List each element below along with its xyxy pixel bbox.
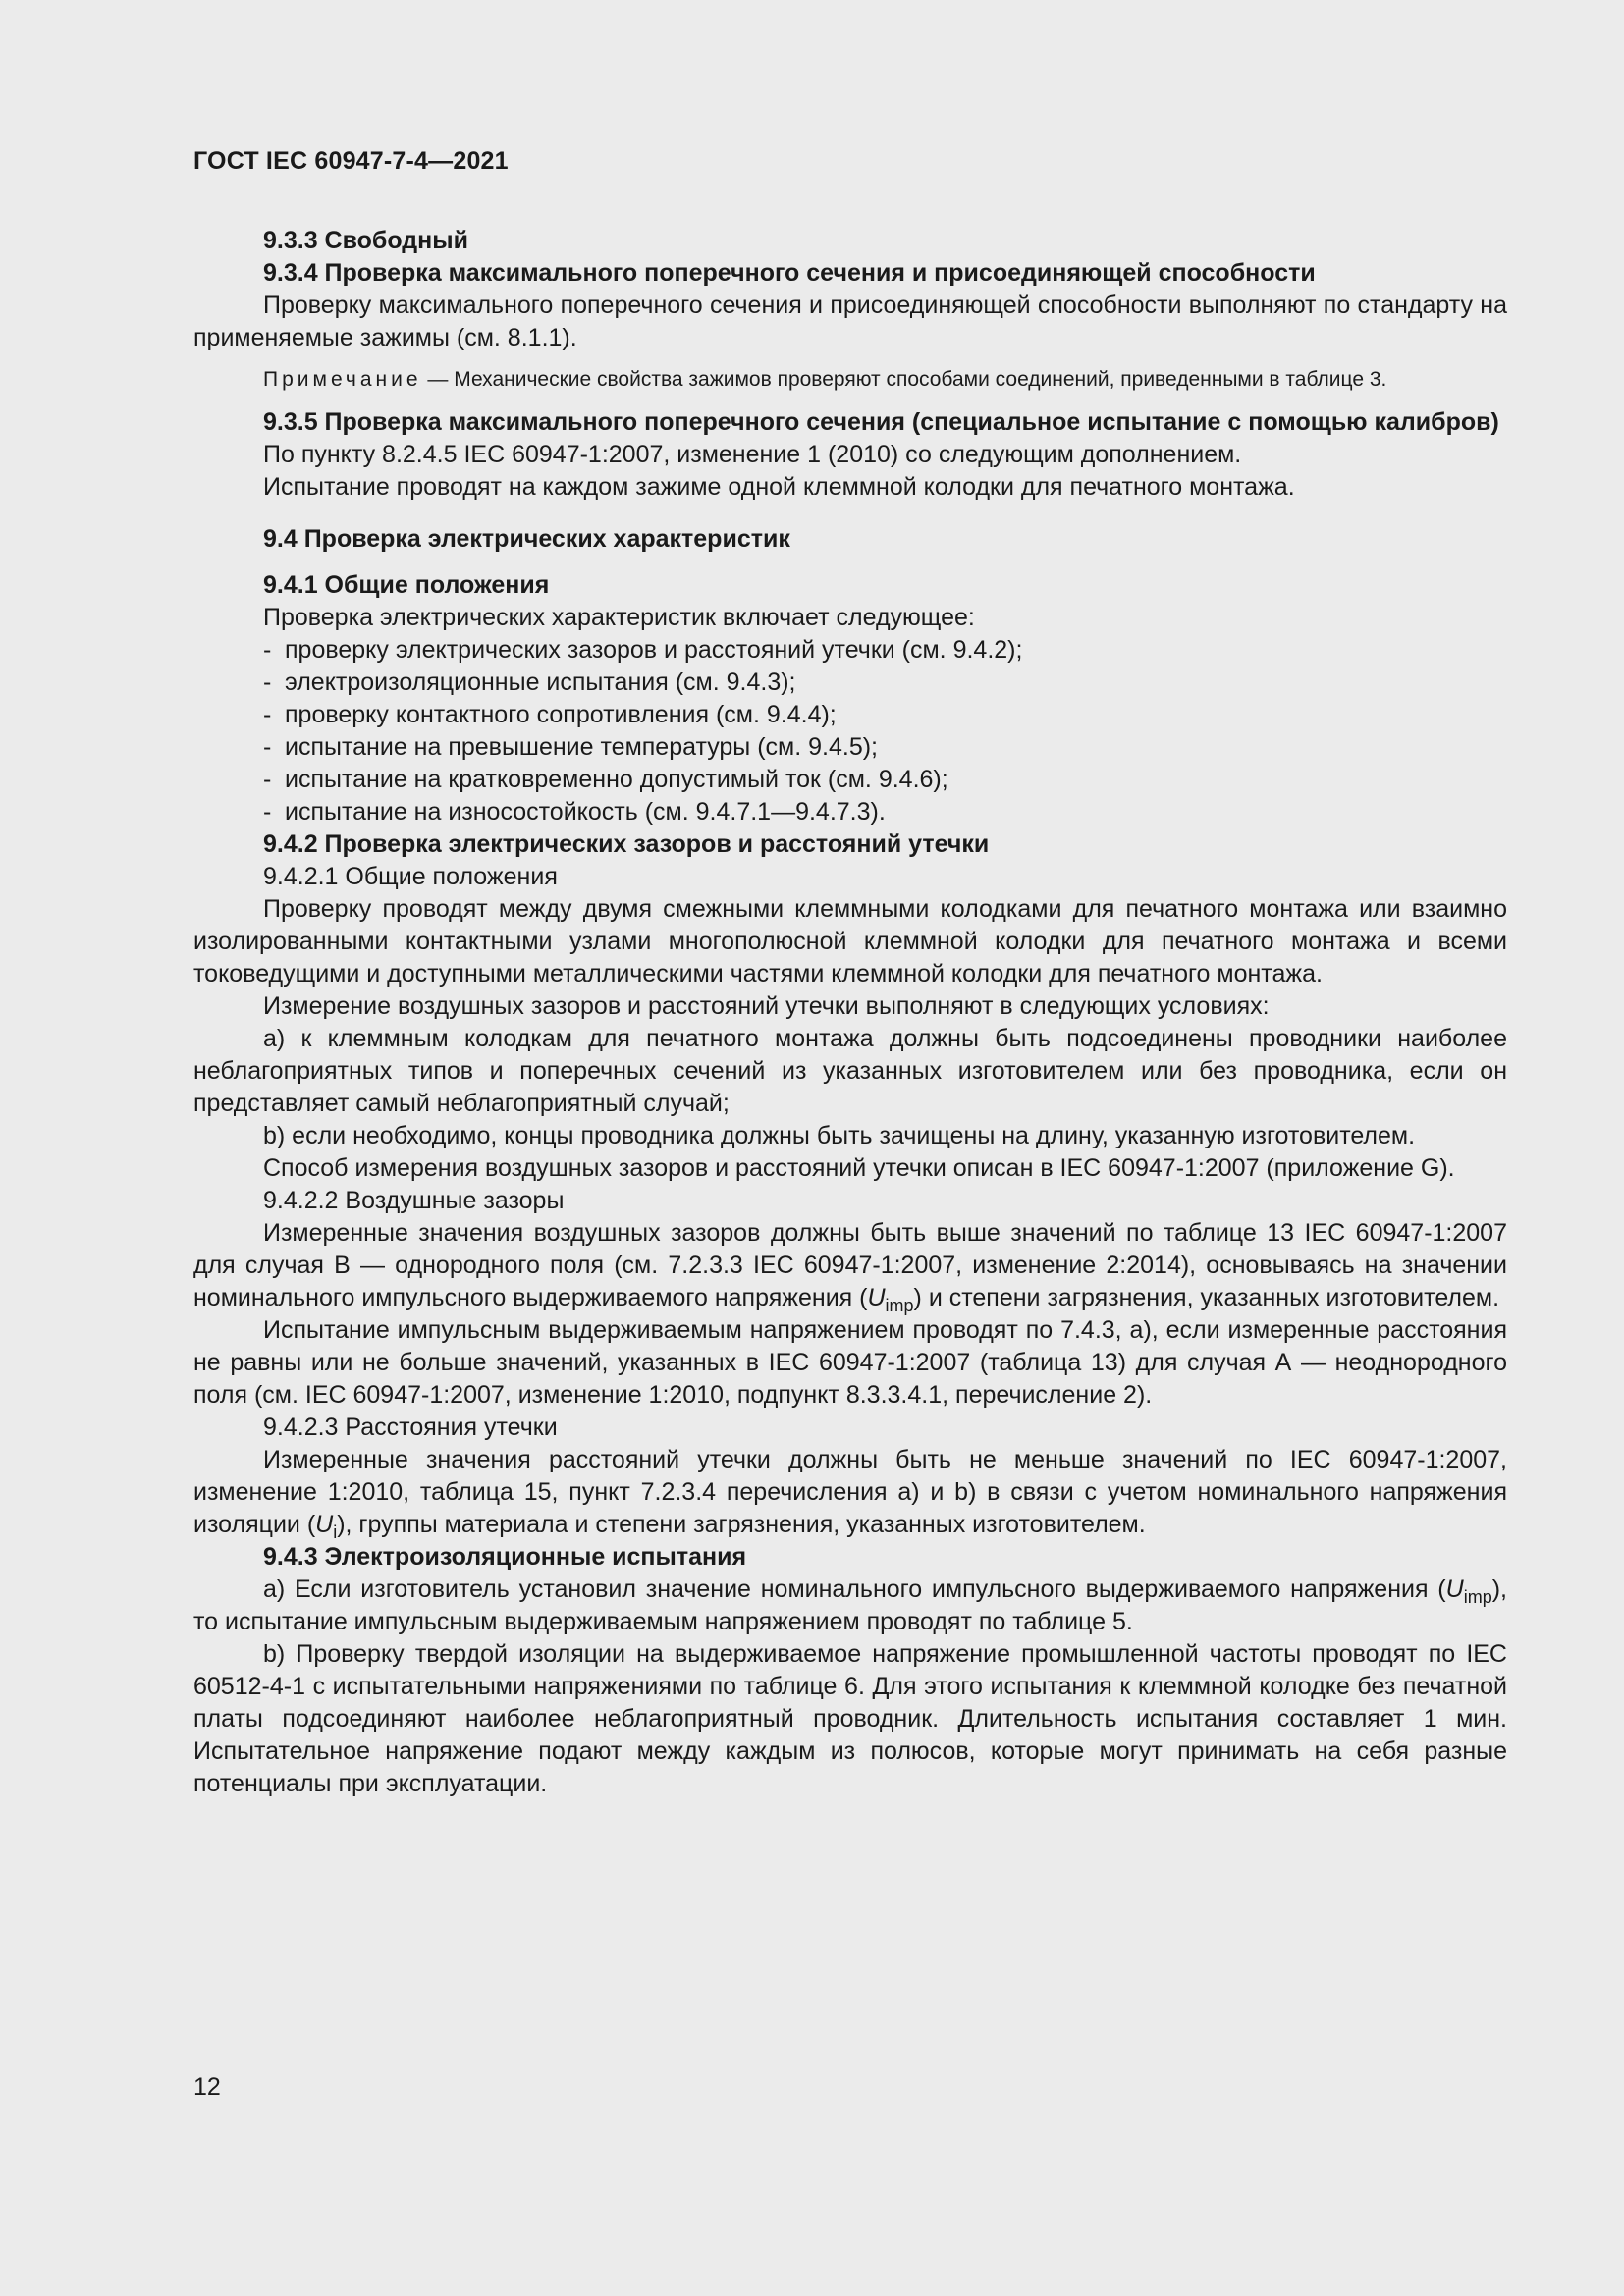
paragraph: b) Проверку твердой изоляции на выдерживаемое напряжение промышленной частоты проводят по IEC 60512-4-1 с испытательными напряжениями по таблице 6. Для этого испытания к клеммной колодке без печатной платы подсоединяют наиболее неблагоприятный проводник. Длительность испытания составляет 1 мин. Испытательное напряжение подают между каждым из полюсов, которые могут принимать на себя разные потенциалы при эксплуатации. <box>193 1640 1507 1797</box>
list-item: - проверку электрических зазоров и расстояний утечки (см. 9.4.2); <box>263 636 1023 664</box>
paragraph: a) к клеммным колодкам для печатного монтажа должны быть подсоединены проводники наиболее неблагоприятных типов и поперечных сечений из указанных изготовителем или без проводника, если он представляет самый неблагоприятный случай; <box>193 1025 1507 1117</box>
note-text: — Механические свойства зажимов проверяют способами соединений, приведенными в таблице 3. <box>421 368 1387 391</box>
list-item-text: испытание на износостойкость (см. 9.4.7.1—9.4.7.3). <box>285 798 886 826</box>
paragraph: Способ измерения воздушных зазоров и расстояний утечки описан в IEC 60947-1:2007 (приложение G). <box>263 1154 1455 1182</box>
heading-9-3-4: 9.3.4 Проверка максимального поперечного сечения и присоединяющей способности <box>263 259 1316 287</box>
list-item: - испытание на превышение температуры (см. 9.4.5); <box>263 733 879 761</box>
list-item-text: проверку электрических зазоров и расстояний утечки (см. 9.4.2); <box>285 636 1023 664</box>
paragraph: b) если необходимо, концы проводника должны быть зачищены на длину, указанную изготовителем. <box>263 1122 1416 1149</box>
document-body <box>193 225 1507 1800</box>
text-run: Измеренные значения расстояний утечки должны быть не меньше значений по IEC 60947-1:2007, изменение 1:2010, таблица 15, пункт 7.2.3.4 перечисления a) и b) в связи с учетом номинального напряжения изоляции ( <box>193 1446 1507 1538</box>
paragraph: Проверка электрических характеристик включает следующее: <box>263 604 975 631</box>
page-number: 12 <box>193 2073 221 2101</box>
paragraph: По пункту 8.2.4.5 IEC 60947-1:2007, изменение 1 (2010) со следующим дополнением. <box>263 441 1242 468</box>
note-label: Примечание <box>263 368 422 391</box>
paragraph: Испытание проводят на каждом зажиме одной клеммной колодки для печатного монтажа. <box>263 473 1295 501</box>
list-item-text: электроизоляционные испытания (см. 9.4.3); <box>285 668 796 696</box>
paragraph: Испытание импульсным выдерживаемым напряжением проводят по 7.4.3, a), если измеренные расстояния не равны или не больше значений, указанных в IEC 60947-1:2007 (таблица 13) для случая А — неоднородного поля (см. IEC 60947-1:2007, изменение 1:2010, подпункт 8.3.3.4.1, перечисление 2). <box>193 1316 1507 1409</box>
symbol: U <box>867 1284 886 1311</box>
subscript: i <box>333 1522 338 1542</box>
paragraph <box>193 1217 1507 1314</box>
list-item: - испытание на износостойкость (см. 9.4.7.1—9.4.7.3). <box>263 798 886 826</box>
symbol: U <box>1445 1575 1464 1603</box>
heading-9-4-2: 9.4.2 Проверка электрических зазоров и расстояний утечки <box>263 830 990 858</box>
subscript: imp <box>1463 1587 1492 1607</box>
heading-9-3-5: 9.3.5 Проверка максимального поперечного сечения (специальное испытание с помощью калибров) <box>263 408 1499 436</box>
paragraph: Проверку проводят между двумя смежными клеммными колодками для печатного монтажа или взаимно изолированными контактными узлами многополюсной клеммной колодки для печатного монтажа и всеми токоведущими и доступными металлическими частями клеммной колодки для печатного монтажа. <box>193 895 1507 988</box>
list-item-text: проверку контактного сопротивления (см. 9.4.4); <box>285 701 837 728</box>
subheading-9-4-2-3: 9.4.2.3 Расстояния утечки <box>263 1414 558 1441</box>
subscript: imp <box>885 1296 914 1315</box>
document-header: ГОСТ IEC 60947-7-4—2021 <box>193 147 509 175</box>
text-run: a) Если изготовитель установил значение номинального импульсного выдерживаемого напряжения ( <box>263 1575 1446 1603</box>
list-item-text: испытание на кратковременно допустимый ток (см. 9.4.6); <box>285 766 948 793</box>
paragraph: Измерение воздушных зазоров и расстояний утечки выполняют в следующих условиях: <box>263 992 1270 1020</box>
note <box>193 365 1507 395</box>
subheading-9-4-2-2: 9.4.2.2 Воздушные зазоры <box>263 1187 565 1214</box>
text-run: Измеренные значения воздушных зазоров должны быть выше значений по таблице 13 IEC 60947-1:2007 для случая В — однородного поля (см. 7.2.3.3 IEC 60947-1:2007, изменение 2:2014), основываясь на значении номинального импульсного выдерживаемого напряжения ( <box>193 1219 1507 1311</box>
paragraph <box>193 1574 1507 1638</box>
heading-9-4: 9.4 Проверка электрических характеристик <box>263 525 790 553</box>
list-item: - электроизоляционные испытания (см. 9.4.3); <box>263 668 796 696</box>
paragraph: Проверку максимального поперечного сечения и присоединяющей способности выполняют по стандарту на применяемые зажимы (см. 8.1.1). <box>193 292 1507 351</box>
list-item: - проверку контактного сопротивления (см. 9.4.4); <box>263 701 837 728</box>
paragraph <box>193 1444 1507 1541</box>
text-run: ), то испытание импульсным выдерживаемым напряжением проводят по таблице 5. <box>193 1575 1507 1635</box>
symbol: U <box>315 1511 334 1538</box>
heading-9-4-3: 9.4.3 Электроизоляционные испытания <box>263 1543 747 1571</box>
text-run: ), группы материала и степени загрязнения, указанных изготовителем. <box>337 1511 1146 1538</box>
list-item-text: испытание на превышение температуры (см. 9.4.5); <box>285 733 879 761</box>
heading-9-3-3: 9.3.3 Свободный <box>263 227 468 254</box>
list-item: - испытание на кратковременно допустимый ток (см. 9.4.6); <box>263 766 948 793</box>
subheading-9-4-2-1: 9.4.2.1 Общие положения <box>263 863 558 890</box>
heading-9-4-1: 9.4.1 Общие положения <box>263 571 550 599</box>
text-run: ) и степени загрязнения, указанных изготовителем. <box>913 1284 1500 1311</box>
